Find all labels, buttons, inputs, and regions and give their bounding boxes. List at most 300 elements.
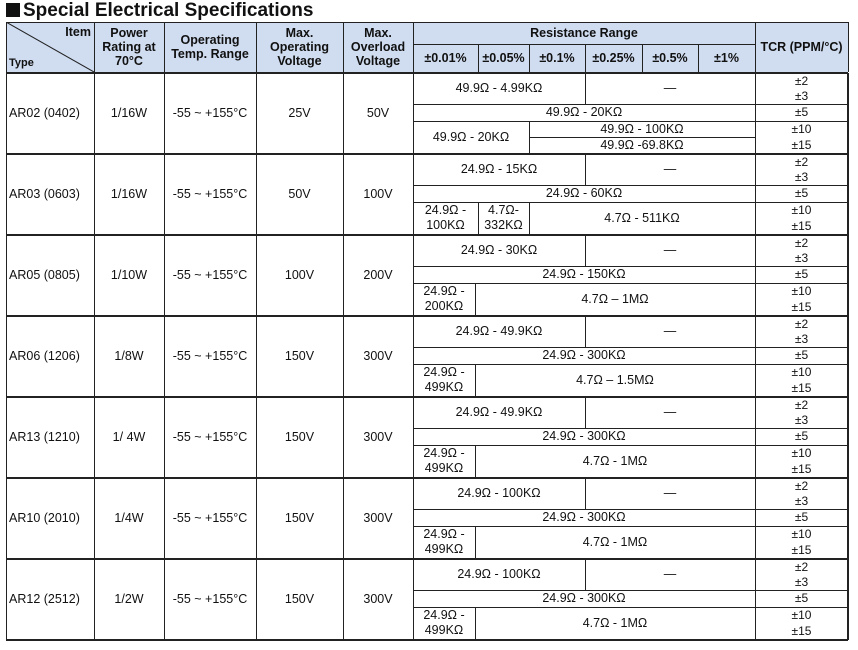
grid-line bbox=[164, 235, 165, 316]
tcr-value-text: ±3 bbox=[794, 413, 809, 427]
tcr-value-text: ±3 bbox=[794, 170, 809, 184]
row-overload-voltage bbox=[343, 559, 413, 640]
header-tolerance-4 bbox=[642, 44, 698, 72]
grid-line bbox=[475, 526, 476, 558]
range-cell-3a bbox=[413, 607, 475, 639]
range-cell-2-text: 49.9Ω - 20KΩ bbox=[545, 105, 623, 119]
grid-line bbox=[847, 397, 849, 478]
header-tolerance-4-text: ±0.5% bbox=[652, 51, 688, 65]
tcr-value bbox=[755, 397, 848, 413]
grid-line bbox=[343, 478, 344, 559]
row-operating-voltage-text: 150V bbox=[284, 592, 315, 606]
range-cell-3b bbox=[529, 121, 755, 137]
grid-line bbox=[847, 316, 849, 397]
tcr-value bbox=[755, 316, 848, 332]
grid-line bbox=[256, 316, 257, 397]
range-cell-1-text: 49.9Ω - 4.99KΩ bbox=[455, 81, 543, 95]
grid-line bbox=[94, 478, 95, 559]
range-cell-3c-text: 4.7Ω – 1MΩ bbox=[581, 291, 649, 306]
range-cell-3a bbox=[413, 445, 475, 477]
grid-line bbox=[6, 559, 7, 640]
header-operating-voltage-text: Max. Operating Voltage bbox=[269, 26, 330, 68]
range-cell-1 bbox=[413, 316, 585, 347]
range-cell-1-text: 24.9Ω - 100KΩ bbox=[457, 486, 541, 500]
tcr-value bbox=[755, 542, 848, 558]
header-tolerance-5-text: ±1% bbox=[714, 51, 739, 65]
grid-line bbox=[642, 44, 643, 72]
grid-line bbox=[94, 235, 95, 316]
tcr-value bbox=[755, 526, 848, 542]
range-cell-2-text: 24.9Ω - 300KΩ bbox=[542, 591, 626, 605]
grid-line bbox=[755, 316, 756, 397]
row-overload-voltage bbox=[343, 154, 413, 235]
row-operating-voltage bbox=[256, 397, 343, 478]
grid-line bbox=[343, 559, 344, 640]
row-operating-voltage-text: 150V bbox=[284, 349, 315, 363]
grid-line bbox=[164, 559, 165, 640]
tcr-value-text: ±15 bbox=[791, 380, 812, 395]
grid-line bbox=[847, 235, 849, 316]
grid-line bbox=[164, 316, 165, 397]
tcr-value-text: ±10 bbox=[791, 364, 812, 379]
row-type bbox=[6, 235, 94, 316]
row-operating-voltage bbox=[256, 316, 343, 397]
tcr-value-text: ±3 bbox=[794, 251, 809, 265]
grid-line bbox=[6, 22, 848, 23]
header-item-type bbox=[6, 22, 94, 72]
tcr-value bbox=[755, 235, 848, 251]
tcr-value-text: ±3 bbox=[794, 89, 809, 103]
row-power-text: 1/16W bbox=[110, 106, 148, 120]
row-power-text: 1/4W bbox=[114, 511, 144, 525]
tcr-value-text: ±2 bbox=[794, 235, 809, 250]
grid-line bbox=[6, 22, 7, 72]
tcr-value bbox=[755, 623, 848, 639]
range-cell-3a-text: 24.9Ω - 100KΩ bbox=[424, 203, 467, 232]
row-temp-text: -55 ~ +155°C bbox=[172, 511, 248, 525]
header-resistance-range bbox=[413, 22, 755, 44]
grid-line bbox=[94, 316, 95, 397]
grid-line bbox=[847, 154, 849, 235]
row-power-text: 1/ 4W bbox=[112, 430, 146, 444]
range-cell-1-text: 24.9Ω - 30KΩ bbox=[460, 243, 538, 257]
row-operating-voltage-text: 100V bbox=[284, 268, 315, 282]
row-operating-voltage-text: 150V bbox=[284, 430, 315, 444]
tcr-value-text: ±2 bbox=[794, 478, 809, 493]
grid-line bbox=[256, 235, 257, 316]
row-operating-voltage-text: 50V bbox=[288, 187, 311, 201]
row-temp-text: -55 ~ +155°C bbox=[172, 592, 248, 606]
grid-line bbox=[164, 478, 165, 559]
header-temp bbox=[164, 22, 256, 72]
row-overload-voltage-text: 100V bbox=[363, 187, 393, 201]
range-cell-1 bbox=[413, 73, 585, 104]
row-type-text: AR05 (0805) bbox=[9, 268, 80, 282]
grid-line bbox=[343, 73, 344, 154]
row-type bbox=[6, 154, 94, 235]
tcr-value bbox=[755, 137, 848, 153]
tcr-value bbox=[755, 185, 848, 202]
row-overload-voltage bbox=[343, 397, 413, 478]
grid-line bbox=[529, 202, 530, 234]
header-tolerance-0 bbox=[413, 44, 478, 72]
range-cell-2-text: 24.9Ω - 300KΩ bbox=[542, 510, 626, 524]
header-tcr-text: TCR (PPM/°C) bbox=[760, 40, 843, 54]
tcr-value-text: ±5 bbox=[794, 186, 809, 200]
range-cell-2 bbox=[413, 590, 755, 607]
tcr-value bbox=[755, 413, 848, 428]
tcr-value bbox=[755, 154, 848, 170]
range-cell-1-text: 24.9Ω - 49.9KΩ bbox=[455, 405, 543, 419]
tcr-value bbox=[755, 266, 848, 283]
tcr-value bbox=[755, 461, 848, 477]
row-power-text: 1/2W bbox=[114, 592, 144, 606]
row-type bbox=[6, 73, 94, 154]
row-type bbox=[6, 478, 94, 559]
range-cell-2 bbox=[413, 428, 755, 445]
grid-line bbox=[164, 73, 165, 154]
range-cell-3c bbox=[475, 607, 755, 639]
title-text: Special Electrical Specifications bbox=[23, 0, 314, 21]
range-cell-3a bbox=[413, 364, 475, 396]
grid-line bbox=[475, 607, 476, 639]
diagonal-stroke bbox=[6, 22, 94, 72]
grid-line bbox=[848, 22, 849, 72]
tcr-value bbox=[755, 559, 848, 575]
tcr-value bbox=[755, 332, 848, 347]
row-power-text: 1/10W bbox=[110, 268, 148, 282]
tcr-value-text: ±10 bbox=[791, 121, 812, 136]
tcr-value bbox=[755, 299, 848, 315]
header-tolerance-3 bbox=[585, 44, 642, 72]
row-type-text: AR06 (1206) bbox=[9, 349, 80, 363]
row-power bbox=[94, 397, 164, 478]
grid-line bbox=[413, 478, 414, 559]
header-tolerance-1 bbox=[478, 44, 529, 72]
grid-line bbox=[256, 73, 257, 154]
row-temp-text: -55 ~ +155°C bbox=[172, 349, 248, 363]
row-overload-voltage-text: 300V bbox=[363, 592, 393, 606]
grid-line bbox=[698, 44, 699, 72]
range-cell-3a bbox=[413, 121, 529, 153]
tcr-value-text: ±10 bbox=[791, 607, 812, 622]
tcr-value bbox=[755, 590, 848, 607]
tcr-value-text: ±15 bbox=[791, 299, 812, 314]
range-cell-3c-text: 49.9Ω -69.8KΩ bbox=[600, 137, 684, 152]
row-overload-voltage bbox=[343, 73, 413, 154]
row-power bbox=[94, 73, 164, 154]
tcr-value-text: ±15 bbox=[791, 461, 812, 476]
header-power-text: Power Rating at 70°C bbox=[102, 26, 156, 68]
range-cell-1-text: 24.9Ω - 49.9KΩ bbox=[455, 324, 543, 338]
tcr-value-text: ±10 bbox=[791, 445, 812, 460]
row-temp-text: -55 ~ +155°C bbox=[172, 268, 248, 282]
row-power bbox=[94, 316, 164, 397]
range-cell-1 bbox=[413, 235, 585, 266]
range-dash-text: — bbox=[663, 567, 677, 581]
grid-line bbox=[164, 154, 165, 235]
range-cell-2 bbox=[413, 266, 755, 283]
grid-line bbox=[343, 235, 344, 316]
grid-line bbox=[755, 22, 756, 72]
grid-line bbox=[6, 478, 7, 559]
range-cell-3b-text: 4.7Ω- 332KΩ bbox=[484, 203, 523, 232]
row-temp-text: -55 ~ +155°C bbox=[172, 106, 248, 120]
row-overload-voltage bbox=[343, 235, 413, 316]
range-dash-text: — bbox=[663, 405, 677, 419]
grid-line bbox=[755, 235, 756, 316]
range-dash-text: — bbox=[663, 324, 677, 338]
tcr-value bbox=[755, 89, 848, 104]
range-cell-3c-text: 4.7Ω – 1.5MΩ bbox=[576, 372, 654, 387]
range-cell-3a bbox=[413, 202, 478, 234]
grid-line bbox=[585, 397, 586, 428]
grid-line bbox=[529, 137, 755, 138]
tcr-value-text: ±10 bbox=[791, 526, 812, 541]
row-type-text: AR02 (0402) bbox=[9, 106, 80, 120]
row-type-text: AR13 (1210) bbox=[9, 430, 80, 444]
grid-line bbox=[755, 478, 756, 559]
range-cell-1 bbox=[413, 154, 585, 185]
tcr-value bbox=[755, 575, 848, 590]
row-power-text: 1/8W bbox=[114, 349, 144, 363]
tcr-value bbox=[755, 445, 848, 461]
header-overload-voltage bbox=[343, 22, 413, 72]
range-dash bbox=[585, 73, 755, 104]
range-cell-2-text: 24.9Ω - 300KΩ bbox=[542, 348, 626, 362]
tcr-value-text: ±15 bbox=[791, 137, 812, 152]
range-cell-3c bbox=[529, 202, 755, 234]
tcr-value bbox=[755, 380, 848, 396]
tcr-value bbox=[755, 283, 848, 299]
range-dash bbox=[585, 559, 755, 590]
grid-line bbox=[585, 44, 586, 72]
range-dash-text: — bbox=[663, 486, 677, 500]
row-overload-voltage-text: 200V bbox=[363, 268, 393, 282]
grid-line bbox=[256, 397, 257, 478]
header-temp-text: Operating Temp. Range bbox=[171, 33, 249, 61]
grid-line bbox=[585, 73, 586, 104]
tcr-value bbox=[755, 364, 848, 380]
range-dash bbox=[585, 154, 755, 185]
range-cell-3b bbox=[478, 202, 529, 234]
range-cell-3c-text: 4.7Ω - 1MΩ bbox=[582, 453, 648, 468]
grid-line bbox=[343, 316, 344, 397]
grid-line bbox=[164, 397, 165, 478]
header-diagonal-line bbox=[6, 22, 94, 72]
specifications-table bbox=[6, 22, 848, 638]
grid-line bbox=[6, 397, 7, 478]
range-cell-3a-text: 49.9Ω - 20KΩ bbox=[432, 129, 510, 144]
range-dash bbox=[585, 316, 755, 347]
row-temp bbox=[164, 316, 256, 397]
grid-line bbox=[6, 235, 7, 316]
grid-line bbox=[94, 397, 95, 478]
grid-line bbox=[6, 154, 7, 235]
grid-line bbox=[413, 154, 414, 235]
grid-line bbox=[529, 44, 530, 72]
range-dash-text: — bbox=[663, 81, 677, 95]
range-dash bbox=[585, 235, 755, 266]
tcr-value-text: ±2 bbox=[794, 559, 809, 574]
row-temp-text: -55 ~ +155°C bbox=[172, 430, 248, 444]
row-overload-voltage-text: 300V bbox=[363, 511, 393, 525]
header-resistance-range-text: Resistance Range bbox=[530, 26, 638, 40]
grid-line bbox=[585, 478, 586, 509]
range-cell-2-text: 24.9Ω - 300KΩ bbox=[542, 429, 626, 443]
row-operating-voltage bbox=[256, 478, 343, 559]
row-operating-voltage-text: 25V bbox=[288, 106, 311, 120]
row-type bbox=[6, 316, 94, 397]
row-type-text: AR03 (0603) bbox=[9, 187, 80, 201]
row-temp bbox=[164, 478, 256, 559]
tcr-value bbox=[755, 509, 848, 526]
range-cell-1-text: 24.9Ω - 15KΩ bbox=[460, 162, 538, 176]
range-cell-3b-text: 49.9Ω - 100KΩ bbox=[600, 121, 684, 136]
range-dash-text: — bbox=[663, 243, 677, 257]
grid-line bbox=[6, 73, 7, 154]
tcr-value-text: ±15 bbox=[791, 542, 812, 557]
row-type bbox=[6, 397, 94, 478]
header-tolerance-2-text: ±0.1% bbox=[539, 51, 575, 65]
range-cell-2 bbox=[413, 104, 755, 121]
range-cell-3c bbox=[529, 137, 755, 153]
grid-line bbox=[755, 73, 756, 154]
range-dash bbox=[585, 397, 755, 428]
tcr-value-text: ±3 bbox=[794, 332, 809, 346]
tcr-value-text: ±5 bbox=[794, 510, 809, 524]
grid-line bbox=[94, 73, 95, 154]
row-temp bbox=[164, 559, 256, 640]
tcr-value-text: ±15 bbox=[791, 623, 812, 638]
row-overload-voltage-text: 300V bbox=[363, 349, 393, 363]
row-operating-voltage bbox=[256, 235, 343, 316]
row-temp bbox=[164, 397, 256, 478]
header-type-label: Type bbox=[9, 57, 34, 69]
header-power bbox=[94, 22, 164, 72]
grid-line bbox=[755, 397, 756, 478]
range-cell-3a bbox=[413, 526, 475, 558]
tcr-value bbox=[755, 218, 848, 234]
tcr-value bbox=[755, 428, 848, 445]
row-overload-voltage bbox=[343, 316, 413, 397]
range-cell-2 bbox=[413, 509, 755, 526]
header-tolerance-5 bbox=[698, 44, 755, 72]
row-power bbox=[94, 478, 164, 559]
grid-line bbox=[256, 22, 257, 72]
row-power bbox=[94, 559, 164, 640]
grid-line bbox=[256, 478, 257, 559]
tcr-value-text: ±5 bbox=[794, 267, 809, 281]
tcr-value-text: ±10 bbox=[791, 202, 812, 217]
range-cell-3a-text: 24.9Ω - 499KΩ bbox=[423, 365, 465, 394]
range-cell-3a-text: 24.9Ω - 499KΩ bbox=[423, 608, 465, 637]
grid-line bbox=[413, 22, 414, 72]
range-cell-3c bbox=[475, 526, 755, 558]
range-cell-2-text: 24.9Ω - 60KΩ bbox=[545, 186, 623, 200]
row-operating-voltage-text: 150V bbox=[284, 511, 315, 525]
tcr-value bbox=[755, 104, 848, 121]
grid-line bbox=[478, 202, 479, 234]
grid-line bbox=[94, 154, 95, 235]
grid-line bbox=[413, 73, 414, 154]
row-operating-voltage bbox=[256, 154, 343, 235]
grid-line bbox=[475, 364, 476, 396]
row-temp bbox=[164, 73, 256, 154]
row-type-text: AR12 (2512) bbox=[9, 592, 80, 606]
row-type-text: AR10 (2010) bbox=[9, 511, 80, 525]
row-overload-voltage bbox=[343, 478, 413, 559]
tcr-value bbox=[755, 494, 848, 509]
range-cell-3a-text: 24.9Ω - 499KΩ bbox=[423, 446, 465, 475]
grid-line bbox=[343, 397, 344, 478]
grid-line bbox=[413, 397, 414, 478]
tcr-value-text: ±2 bbox=[794, 316, 809, 331]
header-tolerance-3-text: ±0.25% bbox=[592, 51, 635, 65]
range-cell-3c bbox=[475, 364, 755, 396]
grid-line bbox=[6, 316, 7, 397]
grid-line bbox=[585, 559, 586, 590]
page-title bbox=[6, 0, 313, 22]
row-power bbox=[94, 235, 164, 316]
range-cell-3a-text: 24.9Ω - 200KΩ bbox=[423, 284, 465, 313]
grid-line bbox=[755, 154, 756, 235]
row-operating-voltage bbox=[256, 559, 343, 640]
grid-line bbox=[164, 22, 165, 72]
range-cell-3a bbox=[413, 283, 475, 315]
header-tcr bbox=[755, 22, 848, 72]
header-tolerance-2 bbox=[529, 44, 585, 72]
tcr-value bbox=[755, 607, 848, 623]
header-tolerance-1-text: ±0.05% bbox=[482, 51, 525, 65]
grid-line bbox=[94, 22, 95, 72]
tcr-value-text: ±2 bbox=[794, 397, 809, 412]
range-cell-3c-text: 4.7Ω - 511KΩ bbox=[604, 210, 680, 225]
row-power-text: 1/16W bbox=[110, 187, 148, 201]
range-cell-2-text: 24.9Ω - 150KΩ bbox=[542, 267, 626, 281]
tcr-value-text: ±2 bbox=[794, 154, 809, 169]
range-cell-3a-text: 24.9Ω - 499KΩ bbox=[423, 527, 465, 556]
grid-line bbox=[847, 559, 849, 640]
row-temp-text: -55 ~ +155°C bbox=[172, 187, 248, 201]
grid-line bbox=[413, 559, 414, 640]
grid-line bbox=[478, 44, 479, 72]
range-cell-1 bbox=[413, 559, 585, 590]
grid-line bbox=[585, 316, 586, 347]
range-dash bbox=[585, 478, 755, 509]
tcr-value bbox=[755, 251, 848, 266]
grid-line bbox=[94, 559, 95, 640]
tcr-value bbox=[755, 202, 848, 218]
range-cell-2 bbox=[413, 347, 755, 364]
grid-line bbox=[847, 478, 849, 559]
grid-line bbox=[6, 639, 848, 641]
tcr-value bbox=[755, 73, 848, 89]
tcr-value-text: ±5 bbox=[794, 348, 809, 362]
row-overload-voltage-text: 50V bbox=[366, 106, 390, 120]
tcr-value bbox=[755, 478, 848, 494]
grid-line bbox=[755, 559, 756, 640]
tcr-value-text: ±10 bbox=[791, 283, 812, 298]
header-item-label: Item bbox=[65, 25, 91, 39]
grid-line bbox=[847, 73, 849, 154]
grid-line bbox=[413, 235, 414, 316]
row-temp bbox=[164, 154, 256, 235]
range-cell-3c-text: 4.7Ω - 1MΩ bbox=[582, 534, 648, 549]
range-cell-1-text: 24.9Ω - 100KΩ bbox=[457, 567, 541, 581]
tcr-value-text: ±5 bbox=[794, 591, 809, 605]
row-overload-voltage-text: 300V bbox=[363, 430, 393, 444]
